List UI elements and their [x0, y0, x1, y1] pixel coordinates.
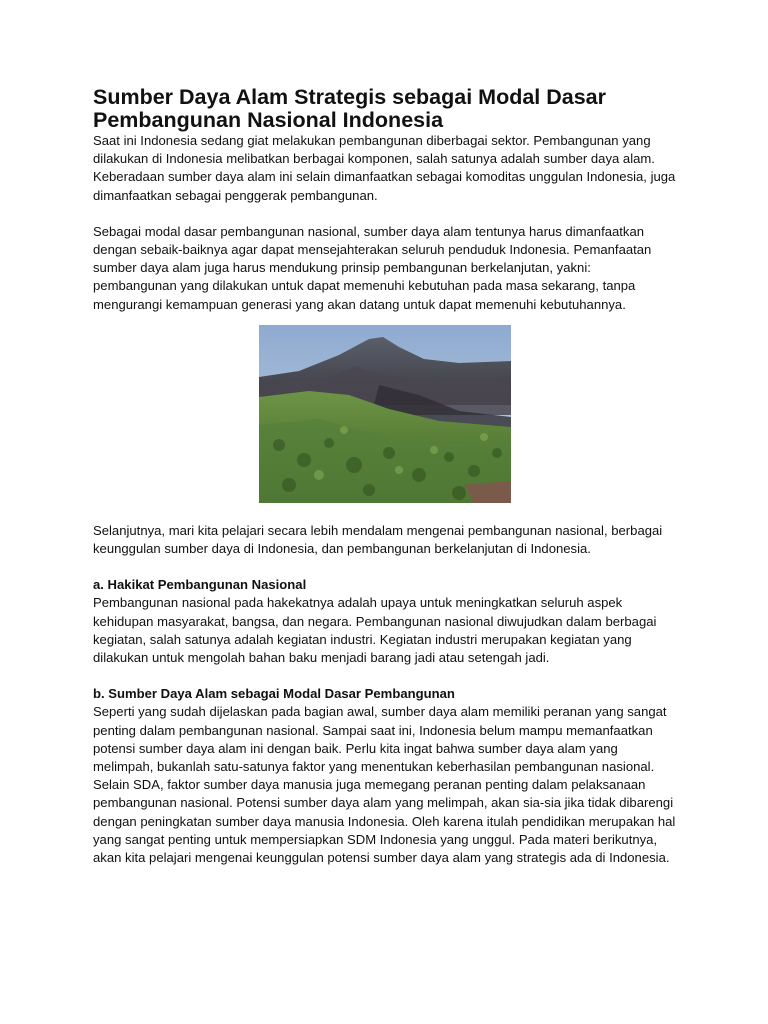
section-b-body: Seperti yang sudah dijelaskan pada bagian awal, sumber daya alam memiliki peranan yang sangat penting dalam pembangunan nasional. Sampai saat ini, Indonesia belum mampu memanfaatkan potensi sumber daya alam ini dengan baik. Perlu kita ingat bahwa sumber daya alam yang melimpah, bukanlah satu-satunya faktor yang menentukan keberhasilan pembangunan nasional. Selain SDA, faktor sumber daya manusia juga memegang peranan penting dalam pelaksanaan pembangunan nasional. Potensi sumber daya alam yang melimpah, akan sia-sia jika tidak dibarengi dengan peningkatan sumber daya manusia Indonesia. Oleh karena itulah pendidikan merupakan hal yang sangat penting untuk mempersiapkan SDM Indonesia yang unggul. Pada materi berikutnya, akan kita pelajari mengenai keunggulan potensi sumber daya alam yang strategis ada di Indonesia. [93, 704, 676, 866]
mountain-landscape-photo [259, 325, 511, 503]
paragraph-modal-dasar: Sebagai modal dasar pembangunan nasional, sumber daya alam tentunya harus dimanfaatkan dengan sebaik-baiknya agar dapat mensejahterakan seluruh penduduk Indonesia. Pemanfaatan sumber daya alam juga harus mendukung prinsip pembangunan berkelanjutan, yakni: pembangunan yang dilakukan untuk dapat memenuhi kebutuhan pada masa sekarang, tanpa mengurangi kemampuan generasi yang akan datang untuk dapat memenuhi kebutuhannya. [93, 223, 652, 312]
section-a-heading: a. Hakikat Pembangunan Nasional [93, 577, 307, 593]
paragraph-selanjutnya: Selanjutnya, mari kita pelajari secara lebih mendalam mengenai pembangunan nasional, berbagai keunggulan sumber daya di Indonesia, dan pembangunan berkelanjutan di Indonesia. [93, 522, 663, 557]
section-b-heading: b. Sumber Daya Alam sebagai Modal Dasar Pembangunan [93, 686, 455, 702]
intro-paragraph: Saat ini Indonesia sedang giat melakukan pembangunan diberbagai sektor. Pembangunan yang dilakukan di Indonesia melibatkan berbagai komponen, salah satunya adalah sumber daya alam. Keberadaan sumber daya alam ini selain dimanfaatkan sebagai komoditas unggulan Indonesia, juga dimanfaatkan sebagai penggerak pembangunan. [93, 133, 676, 203]
spacer [93, 205, 676, 223]
spacer [93, 667, 676, 685]
spacer [93, 558, 676, 576]
page-title: Sumber Daya Alam Strategis sebagai Modal Dasar Pembangunan Nasional Indonesia [93, 85, 607, 132]
mountain-photo-illustration [259, 325, 511, 503]
section-a-body: Pembangunan nasional pada hakekatnya adalah upaya untuk meningkatkan seluruh aspek kehidupan masyarakat, bangsa, dan negara. Pembangunan nasional diwujudkan dalam berbagai kegiatan, salah satunya adalah kegiatan industri. Kegiatan industri merupakan kegiatan yang dilakukan untuk mengolah bahan baku menjadi barang jadi atau setengah jadi. [93, 595, 657, 666]
